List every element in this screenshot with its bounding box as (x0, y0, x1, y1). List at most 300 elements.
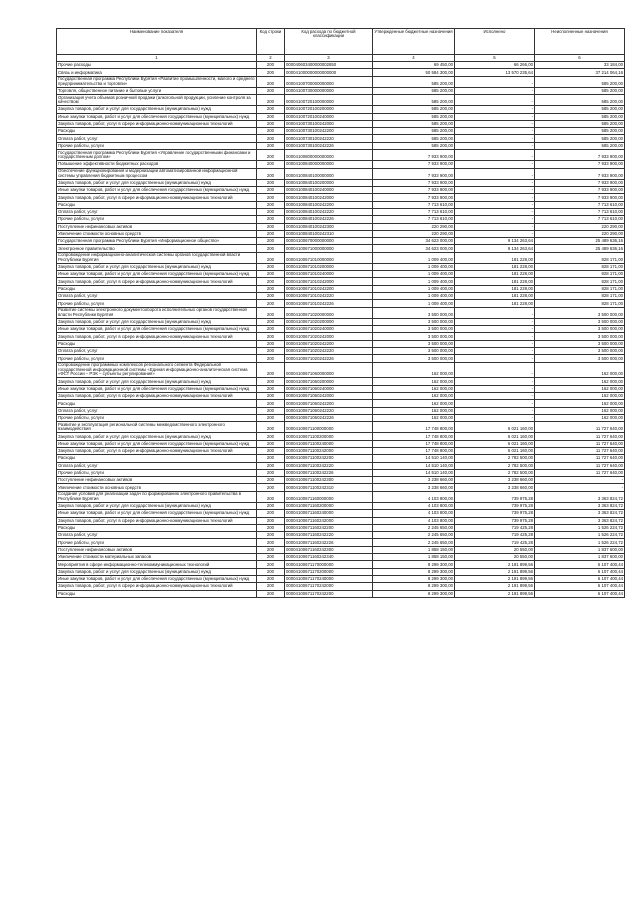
table-row (57, 120, 625, 127)
row-unexecuted: 585 200,00 (535, 106, 625, 113)
row-classification-code: 00004100840100242226 (285, 216, 373, 223)
row-approved: 585 200,00 (373, 106, 455, 113)
row-classification-code: 00004100720100240000 (285, 113, 373, 120)
row-classification-code: 000040603400000002850 (285, 62, 373, 69)
row-name: Прочие работы, услуги (57, 539, 257, 546)
row-line-code: 200 (257, 307, 285, 318)
row-executed: - (455, 87, 535, 94)
row-unexecuted: 162 000,00 (535, 407, 625, 414)
table-row (57, 168, 625, 179)
row-approved: 2 245 650,00 (373, 524, 455, 531)
row-line-code: 200 (257, 106, 285, 113)
table-row (57, 469, 625, 476)
row-line-code: 200 (257, 135, 285, 142)
table-row (57, 87, 625, 94)
row-name: Расходы (57, 400, 257, 407)
row-classification-code: 00004100671160242200 (285, 524, 373, 531)
row-name: Расходы (57, 285, 257, 292)
row-name: Закупка товаров, работ и услуг для государственных (муниципальных) нужд (57, 502, 257, 509)
row-approved: 1 009 400,00 (373, 278, 455, 285)
row-classification-code: 00004100840100240000 (285, 187, 373, 194)
row-unexecuted: 220 290,00 (535, 230, 625, 237)
row-approved: 4 103 800,00 (373, 510, 455, 517)
row-unexecuted: 585 200,00 (535, 87, 625, 94)
row-name: Закупка товаров, работ, услуг в сфере информационно-коммуникационных технологий (57, 120, 257, 127)
table-row (57, 561, 625, 568)
row-classification-code: 00004100671170000000 (285, 561, 373, 568)
column-header-name: Наименование показателя (57, 29, 257, 55)
row-line-code: 200 (257, 194, 285, 201)
row-approved: 3 238 660,00 (373, 477, 455, 484)
row-name: Закупка товаров, работ, услуг в сфере информационно-коммуникационных технологий (57, 447, 257, 454)
row-line-code: 200 (257, 208, 285, 215)
row-line-code: 200 (257, 120, 285, 127)
row-name: Оплата работ, услуг (57, 462, 257, 469)
row-executed: 2 782 500,00 (455, 469, 535, 476)
row-executed: 2 191 899,56 (455, 561, 535, 568)
row-line-code: 200 (257, 69, 285, 76)
table-row (57, 422, 625, 433)
row-name: Закупка товаров, работ, услуг в сфере информационно-коммуникационных технологий (57, 393, 257, 400)
row-name: Связь и информатика (57, 69, 257, 76)
row-unexecuted: 585 200,00 (535, 128, 625, 135)
row-approved: 1 009 400,00 (373, 300, 455, 307)
row-unexecuted: 585 200,00 (535, 95, 625, 106)
table-row (57, 245, 625, 252)
row-name: Прочие работы, услуги (57, 216, 257, 223)
row-unexecuted: 3 363 824,72 (535, 491, 625, 502)
row-classification-code: 00004100800000000000 (285, 150, 373, 161)
row-classification-code: 00004100671010242200 (285, 285, 373, 292)
row-classification-code: 00004100840100242220 (285, 208, 373, 215)
report-sheet (56, 28, 624, 598)
row-unexecuted: 1 526 224,72 (535, 532, 625, 539)
row-classification-code: 00004100671100242200 (285, 455, 373, 462)
row-executed: - (455, 128, 535, 135)
row-approved: 162 000,00 (373, 385, 455, 392)
table-row (57, 575, 625, 582)
row-approved: 17 748 800,00 (373, 447, 455, 454)
row-name: Прочие работы, услуги (57, 300, 257, 307)
row-executed: - (455, 194, 535, 201)
table-row (57, 113, 625, 120)
row-classification-code: 00004100840100242000 (285, 194, 373, 201)
row-approved: 1 009 400,00 (373, 293, 455, 300)
row-executed: 719 425,28 (455, 539, 535, 546)
row-classification-code: 00004100671060242000 (285, 393, 373, 400)
row-classification-code: 00004100671060242226 (285, 414, 373, 421)
table-row (57, 106, 625, 113)
table-row (57, 539, 625, 546)
table-row (57, 491, 625, 502)
row-unexecuted: 7 933 900,00 (535, 150, 625, 161)
row-executed: - (455, 348, 535, 355)
table-row (57, 532, 625, 539)
row-executed: 6 021 160,00 (455, 447, 535, 454)
row-executed: 3 238 660,00 (455, 484, 535, 491)
row-approved: 3 500 000,00 (373, 326, 455, 333)
table-row (57, 161, 625, 168)
row-line-code: 200 (257, 422, 285, 433)
row-unexecuted: 3 500 000,00 (535, 340, 625, 347)
row-approved: 4 103 800,00 (373, 517, 455, 524)
row-name: Сопровождение программных комплексов регионального сегмента Федеральной государственной информационной системы «Единая информационно-аналитическая система «ФСТ России – РЭК – субъекты регулирования» (57, 362, 257, 378)
table-row (57, 414, 625, 421)
row-unexecuted: 585 200,00 (535, 113, 625, 120)
row-unexecuted: 11 727 640,00 (535, 455, 625, 462)
table-row (57, 128, 625, 135)
row-approved: 7 713 610,00 (373, 208, 455, 215)
row-executed: - (455, 120, 535, 127)
table-row (57, 307, 625, 318)
row-name: Увеличение стоимости основных средств (57, 484, 257, 491)
row-executed: - (455, 407, 535, 414)
row-name: Сопровождение информационно-аналитической системы органов государственной власти Республики Бурятия (57, 252, 257, 263)
row-line-code: 200 (257, 62, 285, 69)
row-approved: 585 200,00 (373, 128, 455, 135)
row-name: Повышение эффективности бюджетных расходов (57, 161, 257, 168)
row-executed: - (455, 179, 535, 186)
row-classification-code: 00004100730100242200 (285, 128, 373, 135)
row-classification-code: 00004100671020000000 (285, 307, 373, 318)
row-unexecuted: 37 214 064,16 (535, 69, 625, 76)
row-approved: 50 584 300,00 (373, 69, 455, 76)
row-executed: 20 550,00 (455, 546, 535, 553)
row-executed: 181 228,00 (455, 263, 535, 270)
column-header-executed: Исполнено (455, 29, 535, 55)
table-row (57, 385, 625, 392)
row-unexecuted: 6 107 400,44 (535, 583, 625, 590)
row-approved: 585 200,00 (373, 120, 455, 127)
row-executed: - (455, 318, 535, 325)
header-row (57, 29, 625, 55)
table-row (57, 285, 625, 292)
table-row (57, 208, 625, 215)
row-unexecuted: 11 727 640,00 (535, 440, 625, 447)
table-row (57, 484, 625, 491)
table-row (57, 278, 625, 285)
row-line-code: 200 (257, 285, 285, 292)
row-approved: 1 009 400,00 (373, 263, 455, 270)
row-classification-code: 00004100840000000000 (285, 161, 373, 168)
row-approved: 7 933 900,00 (373, 194, 455, 201)
row-unexecuted: 7 713 610,00 (535, 216, 625, 223)
row-executed: - (455, 76, 535, 87)
table-row (57, 568, 625, 575)
row-classification-code: 00004100671020200000 (285, 318, 373, 325)
row-classification-code: 00004100671020242000 (285, 333, 373, 340)
row-classification-code: 00004100671020242200 (285, 340, 373, 347)
row-name: Иные закупки товаров, работ и услуг для обеспечения государственных (муниципальных) нужд (57, 385, 257, 392)
row-executed: 181 228,00 (455, 285, 535, 292)
row-line-code: 200 (257, 245, 285, 252)
table-row (57, 447, 625, 454)
row-classification-code: 00004100671100000000 (285, 422, 373, 433)
row-line-code: 200 (257, 76, 285, 87)
table-row (57, 462, 625, 469)
row-executed: - (455, 362, 535, 378)
table-row (57, 293, 625, 300)
table-row (57, 201, 625, 208)
row-unexecuted: 828 171,00 (535, 252, 625, 263)
row-approved: 1 858 150,00 (373, 546, 455, 553)
row-name: Закупка товаров, работ и услуг для государственных (муниципальных) нужд (57, 179, 257, 186)
row-approved: 1 858 150,00 (373, 554, 455, 561)
row-executed: 13 570 235,64 (455, 69, 535, 76)
row-classification-code: 00004100671010000000 (285, 252, 373, 263)
row-line-code: 200 (257, 271, 285, 278)
row-line-code: 200 (257, 502, 285, 509)
row-name: Иные закупки товаров, работ и услуг для обеспечения государственных (муниципальных) нужд (57, 440, 257, 447)
row-classification-code: 00004100670000000000 (285, 238, 373, 245)
row-unexecuted: 11 727 640,00 (535, 462, 625, 469)
row-unexecuted: 828 171,00 (535, 285, 625, 292)
row-name: Расходы (57, 524, 257, 531)
row-name: Закупка товаров, работ, услуг в сфере информационно-коммуникационных технологий (57, 194, 257, 201)
row-executed: 181 228,00 (455, 300, 535, 307)
row-unexecuted: 7 933 900,00 (535, 161, 625, 168)
table-body (57, 62, 625, 598)
row-line-code: 200 (257, 340, 285, 347)
row-unexecuted: 1 526 224,72 (535, 539, 625, 546)
row-classification-code: 00004100671160200000 (285, 502, 373, 509)
row-unexecuted: 3 500 000,00 (535, 307, 625, 318)
row-unexecuted: 162 000,00 (535, 393, 625, 400)
row-executed: 2 191 899,56 (455, 568, 535, 575)
row-unexecuted: 6 107 400,44 (535, 561, 625, 568)
row-classification-code: 00004100671010240000 (285, 271, 373, 278)
row-name: Закупка товаров, работ и услуг для государственных (муниципальных) нужд (57, 433, 257, 440)
row-line-code: 200 (257, 477, 285, 484)
row-name: Закупка товаров, работ и услуг для государственных (муниципальных) нужд (57, 263, 257, 270)
row-classification-code: 00004100671100200000 (285, 433, 373, 440)
row-name: Государственная программа Республики Бурятия «Управление государственными финансами и государственным долгом» (57, 150, 257, 161)
row-classification-code: 00004100671010242220 (285, 293, 373, 300)
row-unexecuted: 11 727 640,00 (535, 433, 625, 440)
row-name: Государственная программа Республики Бурятия «Развитие промышленности, малого и среднего предпринимательства и торговли» (57, 76, 257, 87)
row-approved: 7 933 900,00 (373, 187, 455, 194)
row-executed: - (455, 333, 535, 340)
row-name: Закупка товаров, работ, услуг в сфере информационно-коммуникационных технологий (57, 583, 257, 590)
row-unexecuted: 3 500 000,00 (535, 355, 625, 362)
row-classification-code: 00004100671170200000 (285, 568, 373, 575)
row-name: Организация учета объемов розничной продажи (алкогольной продукции, усиление контроля за качеством (57, 95, 257, 106)
row-line-code: 200 (257, 433, 285, 440)
row-name: Оплата работ, услуг (57, 348, 257, 355)
row-executed: 739 975,28 (455, 491, 535, 502)
table-row (57, 300, 625, 307)
row-approved: 585 200,00 (373, 87, 455, 94)
row-unexecuted: 3 363 824,72 (535, 517, 625, 524)
row-classification-code: 00004100671100242226 (285, 469, 373, 476)
row-executed: 6 021 160,00 (455, 422, 535, 433)
row-name: Оплата работ, услуг (57, 532, 257, 539)
table-row (57, 69, 625, 76)
row-classification-code: 00004100671160000000 (285, 491, 373, 502)
row-classification-code: 00004100671100240000 (285, 440, 373, 447)
row-name: Увеличение стоимости материальных запасов (57, 554, 257, 561)
row-name: Закупка товаров, работ и услуг для государственных (муниципальных) нужд (57, 106, 257, 113)
row-line-code: 200 (257, 201, 285, 208)
row-line-code: 200 (257, 590, 285, 597)
row-approved: 3 500 000,00 (373, 355, 455, 362)
row-name: Закупка товаров, работ, услуг в сфере информационно-коммуникационных технологий (57, 517, 257, 524)
row-unexecuted: - (535, 477, 625, 484)
row-approved: 14 510 140,00 (373, 469, 455, 476)
row-approved: 4 103 800,00 (373, 502, 455, 509)
row-line-code: 200 (257, 263, 285, 270)
row-classification-code: 00004100840100242300 (285, 223, 373, 230)
row-executed: - (455, 187, 535, 194)
budget-table (56, 28, 625, 598)
column-header-unexecuted: Неисполненные назначения (535, 29, 625, 55)
table-row (57, 407, 625, 414)
row-classification-code: 00004100671060242200 (285, 400, 373, 407)
row-approved: 7 933 900,00 (373, 150, 455, 161)
row-approved: 7 933 900,00 (373, 161, 455, 168)
table-row (57, 524, 625, 531)
table-row (57, 502, 625, 509)
row-approved: 162 000,00 (373, 414, 455, 421)
row-classification-code: 00004100671010242000 (285, 278, 373, 285)
row-unexecuted: 11 727 640,00 (535, 422, 625, 433)
row-line-code: 200 (257, 414, 285, 421)
row-line-code: 200 (257, 447, 285, 454)
row-name: Прочие работы, услуги (57, 414, 257, 421)
table-row (57, 510, 625, 517)
row-approved: 4 103 800,00 (373, 491, 455, 502)
row-approved: 3 500 000,00 (373, 318, 455, 325)
row-unexecuted: 7 933 900,00 (535, 187, 625, 194)
row-unexecuted: 3 500 000,00 (535, 318, 625, 325)
row-executed: - (455, 414, 535, 421)
row-line-code: 200 (257, 278, 285, 285)
row-line-code: 200 (257, 128, 285, 135)
row-name: Иные закупки товаров, работ и услуг для обеспечения государственных (муниципальных) нужд (57, 326, 257, 333)
row-classification-code: 00004100730000000000 (285, 87, 373, 94)
row-line-code: 200 (257, 400, 285, 407)
row-approved: 3 238 660,00 (373, 484, 455, 491)
row-executed: 181 228,00 (455, 271, 535, 278)
row-executed: 9 134 263,64 (455, 245, 535, 252)
row-line-code: 200 (257, 362, 285, 378)
row-unexecuted: 585 200,00 (535, 142, 625, 149)
row-approved: 1 009 400,00 (373, 271, 455, 278)
row-classification-code: 00004100671160242300 (285, 546, 373, 553)
row-classification-code: 00004100671000000000 (285, 245, 373, 252)
row-line-code: 200 (257, 348, 285, 355)
row-name: Иные закупки товаров, работ и услуг для обеспечения государственных (муниципальных) нужд (57, 575, 257, 582)
row-classification-code: 00004100671170240000 (285, 575, 373, 582)
row-name: Иные закупки товаров, работ и услуг для обеспечения государственных (муниципальных) нужд (57, 271, 257, 278)
row-unexecuted: 7 933 900,00 (535, 194, 625, 201)
row-unexecuted: 3 363 824,72 (535, 502, 625, 509)
row-executed: 181 228,00 (455, 293, 535, 300)
row-unexecuted: 585 200,00 (535, 135, 625, 142)
row-line-code: 200 (257, 510, 285, 517)
row-line-code: 200 (257, 385, 285, 392)
row-classification-code: 00004100840100242200 (285, 201, 373, 208)
row-approved: 69 450,00 (373, 62, 455, 69)
row-classification-code: 00004100671100242300 (285, 477, 373, 484)
row-executed: - (455, 142, 535, 149)
table-row (57, 135, 625, 142)
row-approved: 585 200,00 (373, 142, 455, 149)
row-approved: 220 290,00 (373, 230, 455, 237)
table-row (57, 263, 625, 270)
row-approved: 162 000,00 (373, 378, 455, 385)
row-classification-code: 00004100671020242226 (285, 355, 373, 362)
row-unexecuted: 6 107 400,44 (535, 568, 625, 575)
row-classification-code: 00004100671160242340 (285, 554, 373, 561)
row-classification-code: 00004100671160240000 (285, 510, 373, 517)
row-executed: - (455, 201, 535, 208)
table-row (57, 333, 625, 340)
row-classification-code: 00004100671160242220 (285, 532, 373, 539)
row-approved: 14 510 140,00 (373, 462, 455, 469)
row-executed: - (455, 400, 535, 407)
row-name: Расходы (57, 590, 257, 597)
row-approved: 162 000,00 (373, 362, 455, 378)
row-classification-code: 000041000000000000000 (285, 69, 373, 76)
row-approved: 7 713 610,00 (373, 216, 455, 223)
row-unexecuted: 162 000,00 (535, 385, 625, 392)
row-approved: 1 009 400,00 (373, 252, 455, 263)
row-approved: 3 500 000,00 (373, 348, 455, 355)
row-name: Поступление нефинансовых активов (57, 546, 257, 553)
row-executed: - (455, 208, 535, 215)
row-classification-code: 00004100840100242310 (285, 230, 373, 237)
table-row (57, 179, 625, 186)
row-approved: 1 009 400,00 (373, 285, 455, 292)
row-executed: - (455, 150, 535, 161)
row-unexecuted: 6 107 400,44 (535, 575, 625, 582)
row-line-code: 200 (257, 238, 285, 245)
row-unexecuted: 162 000,00 (535, 414, 625, 421)
table-row (57, 355, 625, 362)
row-line-code: 200 (257, 462, 285, 469)
row-classification-code: 00004100700000000000 (285, 76, 373, 87)
row-unexecuted: 7 713 610,00 (535, 201, 625, 208)
row-approved: 3 500 000,00 (373, 340, 455, 347)
row-approved: 585 200,00 (373, 135, 455, 142)
column-number: 6 (535, 55, 625, 62)
row-line-code: 200 (257, 491, 285, 502)
row-executed: - (455, 168, 535, 179)
row-line-code: 200 (257, 378, 285, 385)
row-name: Закупка товаров, работ, услуг в сфере информационно-коммуникационных технологий (57, 333, 257, 340)
row-line-code: 200 (257, 168, 285, 179)
row-line-code: 200 (257, 179, 285, 186)
row-unexecuted: 828 171,00 (535, 300, 625, 307)
row-approved: 162 000,00 (373, 407, 455, 414)
row-approved: 7 933 900,00 (373, 179, 455, 186)
table-row (57, 455, 625, 462)
row-unexecuted: 3 500 000,00 (535, 333, 625, 340)
row-approved: 8 299 300,00 (373, 575, 455, 582)
row-unexecuted: 3 500 000,00 (535, 348, 625, 355)
table-row (57, 150, 625, 161)
row-name: Оплата работ, услуг (57, 135, 257, 142)
row-classification-code: 00004100671060000000 (285, 362, 373, 378)
row-line-code: 200 (257, 113, 285, 120)
row-approved: 220 290,00 (373, 223, 455, 230)
row-executed: 739 975,28 (455, 510, 535, 517)
row-line-code: 200 (257, 561, 285, 568)
row-line-code: 200 (257, 532, 285, 539)
row-approved: 2 245 650,00 (373, 532, 455, 539)
row-classification-code: 00004100730100242000 (285, 120, 373, 127)
